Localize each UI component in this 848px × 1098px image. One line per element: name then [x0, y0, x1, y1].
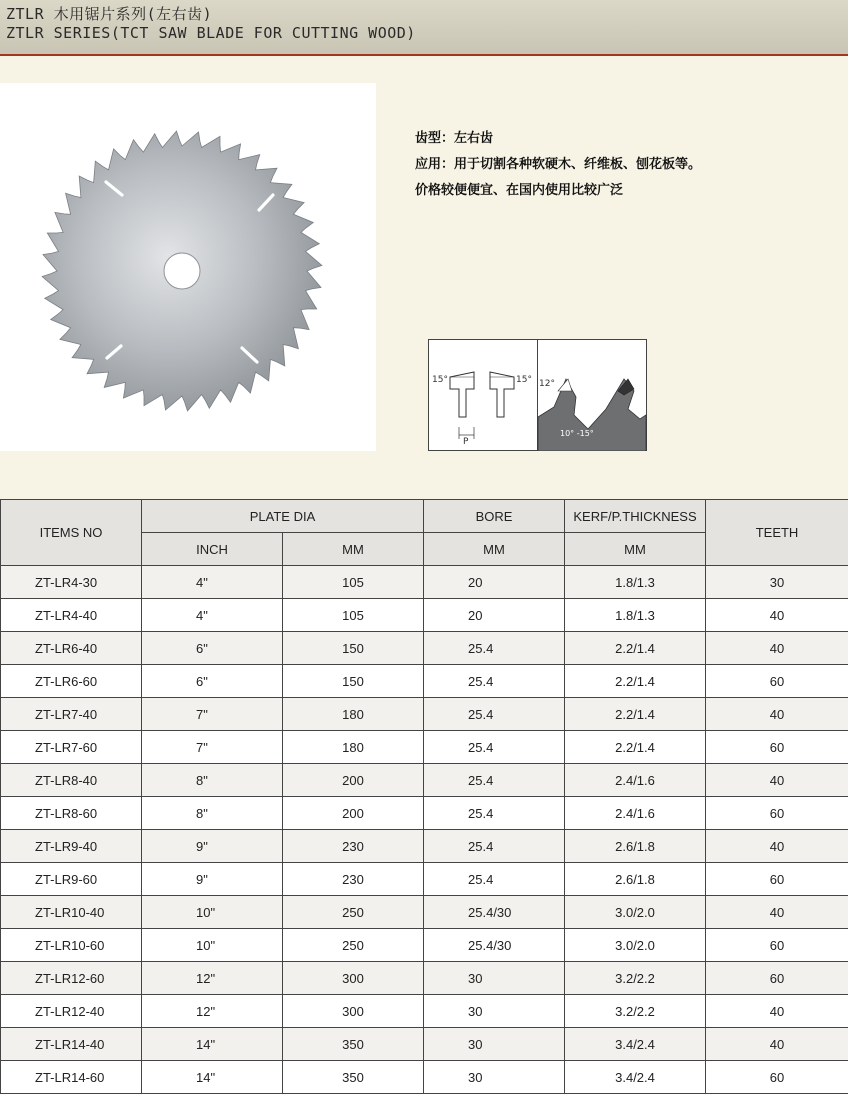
- table-row: [1, 1061, 848, 1094]
- kerf-value: 3.2/2.2: [565, 995, 706, 1028]
- item-no: ZT-LR10-40: [1, 896, 142, 929]
- item-no: ZT-LR14-40: [1, 1028, 142, 1061]
- teeth-value: 60: [706, 665, 848, 698]
- kerf-value: 1.8/1.3: [565, 566, 706, 599]
- inch-value: 14": [142, 1061, 283, 1094]
- kerf-value: 3.2/2.2: [565, 962, 706, 995]
- kerf-value: 2.4/1.6: [565, 764, 706, 797]
- title-english: ZTLR SERIES(TCT SAW BLADE FOR CUTTING WOOD): [6, 24, 416, 42]
- kerf-value: 2.2/1.4: [565, 632, 706, 665]
- header-bore-mm: MM: [424, 533, 565, 566]
- title-chinese: ZTLR 木用锯片系列(左右齿): [6, 5, 213, 23]
- tooth-geometry-diagram: [428, 339, 648, 451]
- inch-value: 8": [142, 797, 283, 830]
- table-row: [1, 896, 848, 929]
- inch-value: 9": [142, 863, 283, 896]
- table-row: [1, 962, 848, 995]
- item-no: ZT-LR4-40: [1, 599, 142, 632]
- teeth-value: 40: [706, 599, 848, 632]
- inch-value: 6": [142, 632, 283, 665]
- mm-value: 300: [283, 995, 424, 1028]
- teeth-value: 40: [706, 896, 848, 929]
- application-text: 应用：用于切割各种软硬木、纤维板、刨花板等。: [415, 157, 702, 172]
- header-inch: INCH: [142, 533, 283, 566]
- mm-value: 150: [283, 632, 424, 665]
- table-row: [1, 698, 848, 731]
- bore-value: 30: [424, 1061, 565, 1094]
- inch-value: 12": [142, 962, 283, 995]
- table-row: [1, 1028, 848, 1061]
- item-no: ZT-LR12-40: [1, 995, 142, 1028]
- teeth-value: 60: [706, 863, 848, 896]
- item-no: ZT-LR8-60: [1, 797, 142, 830]
- kerf-value: 2.2/1.4: [565, 665, 706, 698]
- teeth-value: 40: [706, 830, 848, 863]
- title-banner: [0, 0, 848, 56]
- header-kerf-mm: MM: [565, 533, 706, 566]
- teeth-value: 60: [706, 929, 848, 962]
- kerf-value: 2.2/1.4: [565, 731, 706, 764]
- table-row: [1, 764, 848, 797]
- kerf-value: 2.4/1.6: [565, 797, 706, 830]
- header-teeth: TEETH: [706, 500, 848, 566]
- teeth-value: 60: [706, 797, 848, 830]
- mm-value: 180: [283, 731, 424, 764]
- kerf-value: 2.2/1.4: [565, 698, 706, 731]
- table-row: [1, 995, 848, 1028]
- item-no: ZT-LR6-60: [1, 665, 142, 698]
- item-no: ZT-LR4-30: [1, 566, 142, 599]
- teeth-value: 30: [706, 566, 848, 599]
- svg-text:15°: 15°: [516, 375, 532, 385]
- mm-value: 250: [283, 896, 424, 929]
- inch-value: 7": [142, 731, 283, 764]
- table-row: [1, 632, 848, 665]
- item-no: ZT-LR10-60: [1, 929, 142, 962]
- bore-value: 30: [424, 1028, 565, 1061]
- inch-value: 6": [142, 665, 283, 698]
- inch-value: 9": [142, 830, 283, 863]
- bore-value: 25.4: [424, 797, 565, 830]
- teeth-value: 40: [706, 995, 848, 1028]
- inch-value: 10": [142, 896, 283, 929]
- item-no: ZT-LR7-40: [1, 698, 142, 731]
- tooth-type-text: 齿型：左右齿: [415, 131, 494, 146]
- inch-value: 7": [142, 698, 283, 731]
- item-no: ZT-LR8-40: [1, 764, 142, 797]
- table-row: [1, 599, 848, 632]
- mm-value: 230: [283, 863, 424, 896]
- table-row: [1, 830, 848, 863]
- table-row: [1, 731, 848, 764]
- teeth-value: 60: [706, 1061, 848, 1094]
- mm-value: 350: [283, 1028, 424, 1061]
- bore-value: 25.4/30: [424, 896, 565, 929]
- mm-value: 350: [283, 1061, 424, 1094]
- spec-table-body: [1, 566, 848, 1094]
- inch-value: 14": [142, 1028, 283, 1061]
- mm-value: 200: [283, 797, 424, 830]
- mm-value: 105: [283, 566, 424, 599]
- item-no: ZT-LR14-60: [1, 1061, 142, 1094]
- product-description: [415, 126, 701, 204]
- inch-value: 4": [142, 599, 283, 632]
- item-no: ZT-LR12-60: [1, 962, 142, 995]
- saw-blade-photo: [0, 83, 376, 451]
- mm-value: 105: [283, 599, 424, 632]
- table-row: [1, 566, 848, 599]
- teeth-value: 40: [706, 698, 848, 731]
- spec-table: [0, 499, 848, 1094]
- bore-value: 30: [424, 995, 565, 1028]
- bore-value: 25.4: [424, 731, 565, 764]
- bore-value: 25.4: [424, 632, 565, 665]
- bore-value: 25.4: [424, 830, 565, 863]
- spec-table-container: [0, 499, 848, 1098]
- table-row: [1, 665, 848, 698]
- item-no: ZT-LR6-40: [1, 632, 142, 665]
- svg-text:12°: 12°: [539, 379, 555, 389]
- bore-value: 25.4: [424, 863, 565, 896]
- price-note-text: 价格较便便宜、在国内使用比较广泛: [415, 183, 624, 198]
- header-mm: MM: [283, 533, 424, 566]
- bore-value: 30: [424, 962, 565, 995]
- bore-value: 25.4: [424, 665, 565, 698]
- mm-value: 150: [283, 665, 424, 698]
- mm-value: 180: [283, 698, 424, 731]
- teeth-value: 40: [706, 764, 848, 797]
- table-row: [1, 863, 848, 896]
- teeth-value: 40: [706, 632, 848, 665]
- item-no: ZT-LR9-60: [1, 863, 142, 896]
- item-no: ZT-LR7-60: [1, 731, 142, 764]
- bore-value: 20: [424, 599, 565, 632]
- item-no: ZT-LR9-40: [1, 830, 142, 863]
- kerf-value: 3.4/2.4: [565, 1028, 706, 1061]
- header-kerf: KERF/P.THICKNESS: [565, 500, 706, 533]
- table-row: [1, 929, 848, 962]
- svg-text:P: P: [463, 437, 469, 447]
- kerf-value: 3.0/2.0: [565, 896, 706, 929]
- mm-value: 250: [283, 929, 424, 962]
- mm-value: 300: [283, 962, 424, 995]
- kerf-value: 3.0/2.0: [565, 929, 706, 962]
- bore-value: 25.4: [424, 698, 565, 731]
- inch-value: 8": [142, 764, 283, 797]
- header-items-no: ITEMS NO: [1, 500, 142, 566]
- mm-value: 230: [283, 830, 424, 863]
- header-bore: BORE: [424, 500, 565, 533]
- svg-text:15°: 15°: [432, 375, 448, 385]
- blade-bore: [164, 253, 200, 289]
- bore-value: 25.4: [424, 764, 565, 797]
- table-row: [1, 797, 848, 830]
- teeth-value: 60: [706, 731, 848, 764]
- inch-value: 12": [142, 995, 283, 1028]
- bore-value: 25.4/30: [424, 929, 565, 962]
- inch-value: 4": [142, 566, 283, 599]
- kerf-value: 2.6/1.8: [565, 863, 706, 896]
- kerf-value: 2.6/1.8: [565, 830, 706, 863]
- header-plate-dia: PLATE DIA: [142, 500, 424, 533]
- teeth-value: 60: [706, 962, 848, 995]
- mm-value: 200: [283, 764, 424, 797]
- inch-value: 10": [142, 929, 283, 962]
- kerf-value: 1.8/1.3: [565, 599, 706, 632]
- svg-text:10° -15°: 10° -15°: [560, 429, 594, 438]
- bore-value: 20: [424, 566, 565, 599]
- kerf-value: 3.4/2.4: [565, 1061, 706, 1094]
- teeth-value: 40: [706, 1028, 848, 1061]
